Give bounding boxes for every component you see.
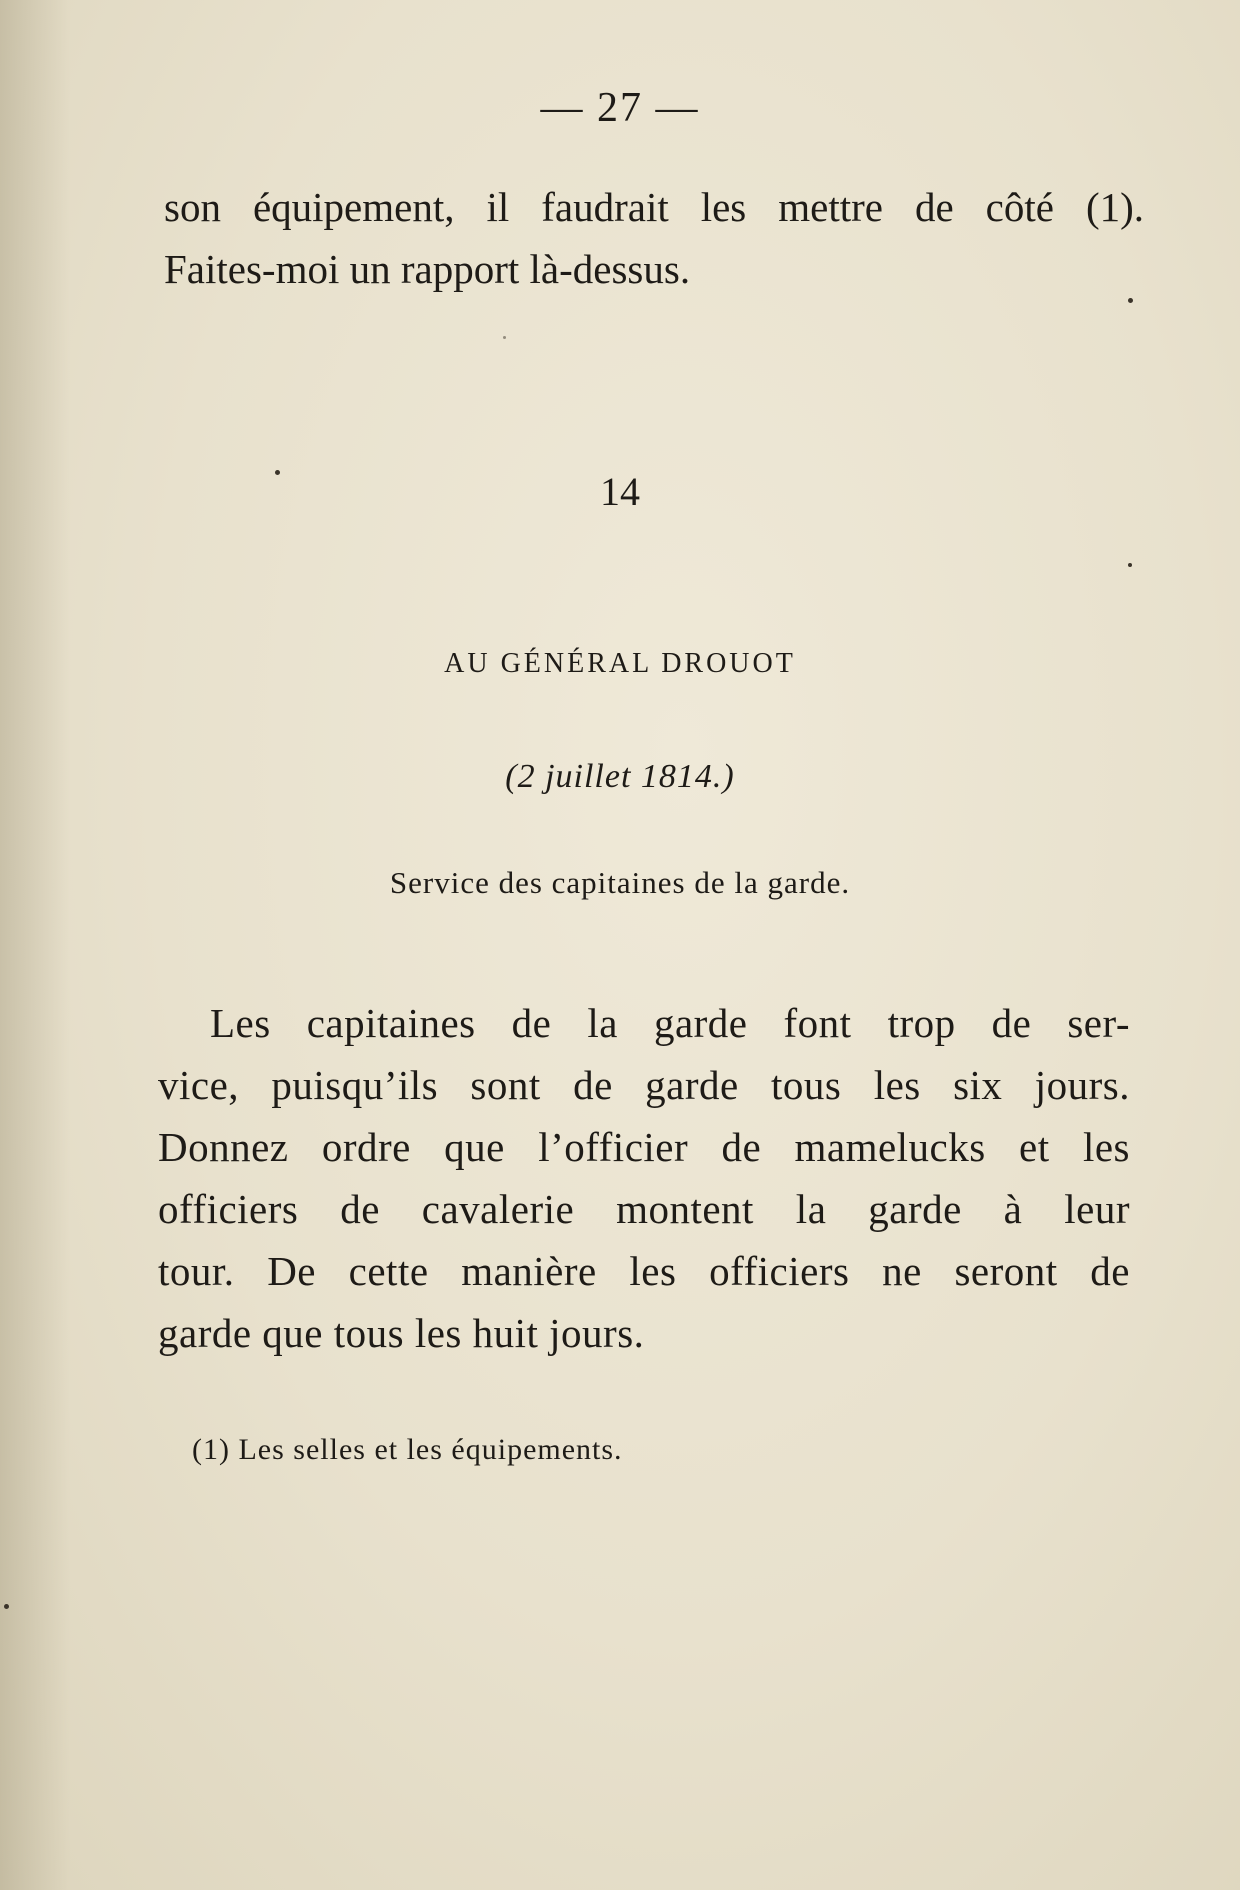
scan-speck <box>275 470 280 475</box>
scan-speck <box>4 1604 9 1609</box>
letter-heading: AU GÉNÉRAL DROUOT <box>444 648 796 679</box>
letter-number: 14 <box>600 469 640 514</box>
scan-speck <box>503 336 506 339</box>
body-line: officiers de cavalerie montent la garde à leur <box>158 1186 1130 1232</box>
continuation-paragraph <box>164 176 1144 300</box>
letter-date: (2 juillet 1814.) <box>505 758 735 795</box>
continuation-line: Faites-moi un rapport là-dessus. <box>164 246 691 292</box>
letter-subject: Service des capitaines de la garde. <box>389 865 851 900</box>
body-line: tour. De cette manière les officiers ne seront de <box>158 1248 1130 1294</box>
body-line: garde que tous les huit jours. <box>158 1310 645 1356</box>
scan-speck <box>1128 298 1133 303</box>
page-number: — 27 — <box>540 85 700 131</box>
body-line: Les capitaines de la garde font trop de ser- <box>210 1000 1130 1046</box>
scan-speck <box>1128 563 1132 567</box>
body-line: vice, puisqu’ils sont de garde tous les six jours. <box>158 1062 1130 1108</box>
body-line: Donnez ordre que l’officier de mamelucks et les <box>158 1124 1130 1170</box>
continuation-line: son équipement, il faudrait les mettre de côté (1). <box>164 184 1144 230</box>
letter-body <box>158 992 1130 1364</box>
footnote: (1) Les selles et les équipements. <box>192 1433 623 1466</box>
